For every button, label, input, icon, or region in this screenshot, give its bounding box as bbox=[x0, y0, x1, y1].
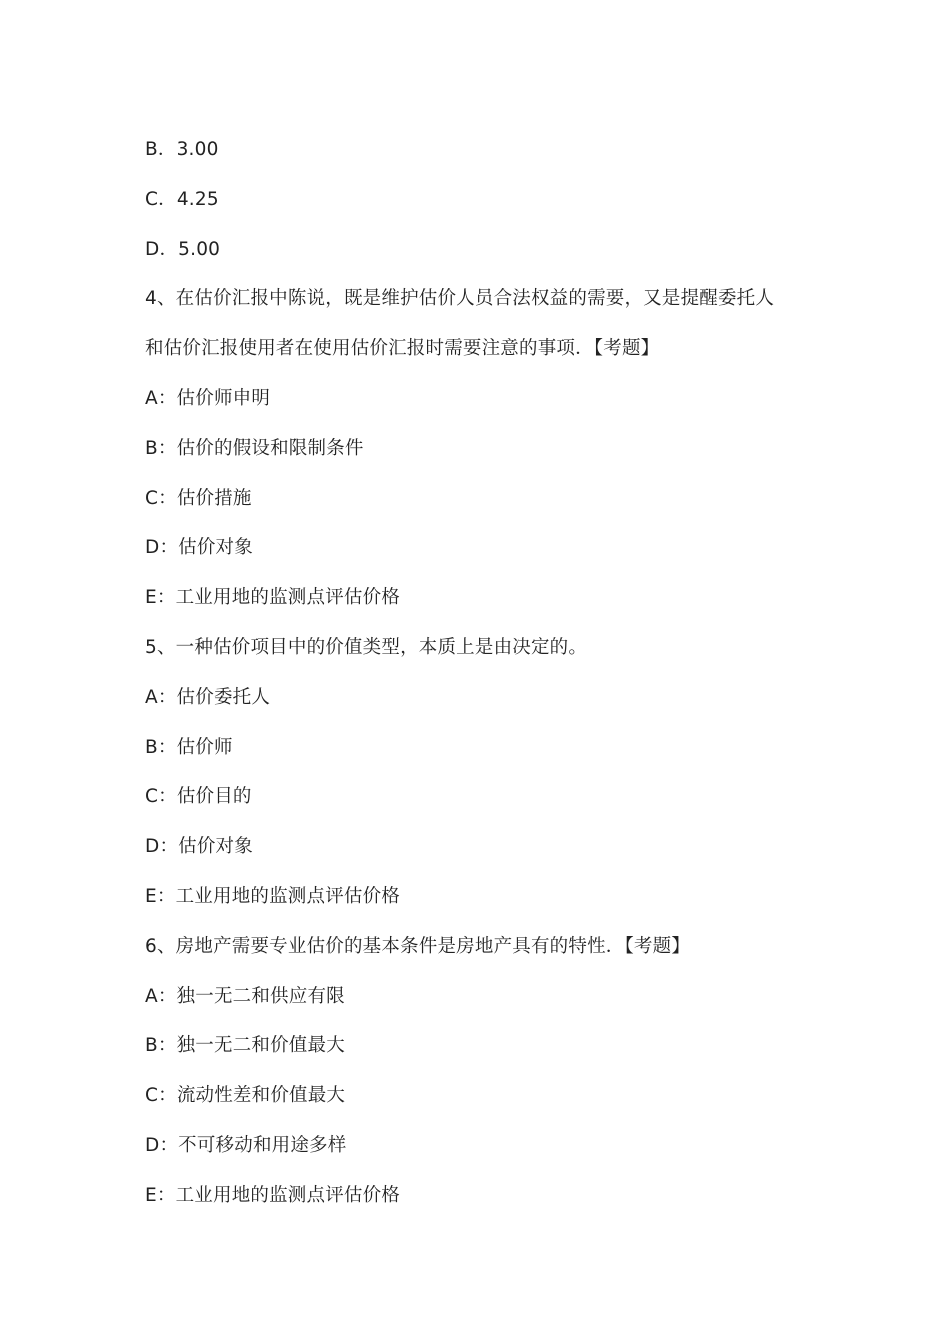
line-text: C．4.25 bbox=[145, 188, 219, 210]
option-b-q4 bbox=[145, 433, 825, 483]
option-d-q4 bbox=[145, 532, 825, 582]
line-text: C：估价措施 bbox=[145, 487, 252, 509]
line-text: A：估价师申明 bbox=[145, 387, 271, 409]
option-c-q4 bbox=[145, 483, 825, 533]
line-text: D：不可移动和用途多样 bbox=[145, 1134, 347, 1156]
line-text: B：估价师 bbox=[145, 736, 233, 758]
line-text: D．5.00 bbox=[145, 238, 221, 260]
question-4-line-2 bbox=[145, 333, 825, 383]
line-text: B：估价的假设和限制条件 bbox=[145, 437, 364, 459]
line-text: E：工业用地的监测点评估价格 bbox=[145, 1184, 400, 1206]
line-text: D：估价对象 bbox=[145, 836, 253, 858]
line-text: E：工业用地的监测点评估价格 bbox=[145, 885, 400, 907]
line-text: D：估价对象 bbox=[145, 537, 253, 559]
line-text: A：独一无二和供应有限 bbox=[145, 985, 345, 1007]
line-text: 5、一种估价项目中的价值类型，本质上是由决定的。 bbox=[145, 636, 588, 658]
option-c-q5 bbox=[145, 781, 825, 831]
line-text: 4、在估价汇报中陈说，既是维护估价人员合法权益的需要，又是提醒委托人 bbox=[145, 288, 775, 310]
option-e-q4 bbox=[145, 582, 825, 632]
option-d-q3 bbox=[145, 234, 825, 284]
option-b-q6 bbox=[145, 1030, 825, 1080]
option-c-q3 bbox=[145, 184, 825, 234]
option-c-q6 bbox=[145, 1080, 825, 1130]
line-text: 6、房地产需要专业估价的基本条件是房地产具有的特性．【考题】 bbox=[145, 935, 691, 957]
option-d-q6 bbox=[145, 1130, 825, 1180]
option-b-q5 bbox=[145, 732, 825, 782]
option-a-q4 bbox=[145, 383, 825, 433]
option-e-q5 bbox=[145, 881, 825, 931]
line-text: C：流动性差和价值最大 bbox=[145, 1085, 346, 1107]
line-text: A：估价委托人 bbox=[145, 686, 271, 708]
option-d-q5 bbox=[145, 831, 825, 881]
option-a-q6 bbox=[145, 981, 825, 1031]
option-b-q3 bbox=[145, 134, 825, 184]
line-text: B．3.00 bbox=[145, 139, 219, 160]
line-text: C：估价目的 bbox=[145, 786, 252, 808]
question-5 bbox=[145, 632, 825, 682]
option-e-q6 bbox=[145, 1180, 825, 1230]
line-text: 和估价汇报使用者在使用估价汇报时需要注意的事项．【考题】 bbox=[145, 338, 660, 360]
option-a-q5 bbox=[145, 682, 825, 732]
question-4-line-1 bbox=[145, 283, 825, 333]
question-6 bbox=[145, 931, 825, 981]
line-text: E：工业用地的监测点评估价格 bbox=[145, 587, 400, 609]
line-text: B：独一无二和价值最大 bbox=[145, 1035, 345, 1057]
document-body bbox=[145, 134, 825, 1230]
